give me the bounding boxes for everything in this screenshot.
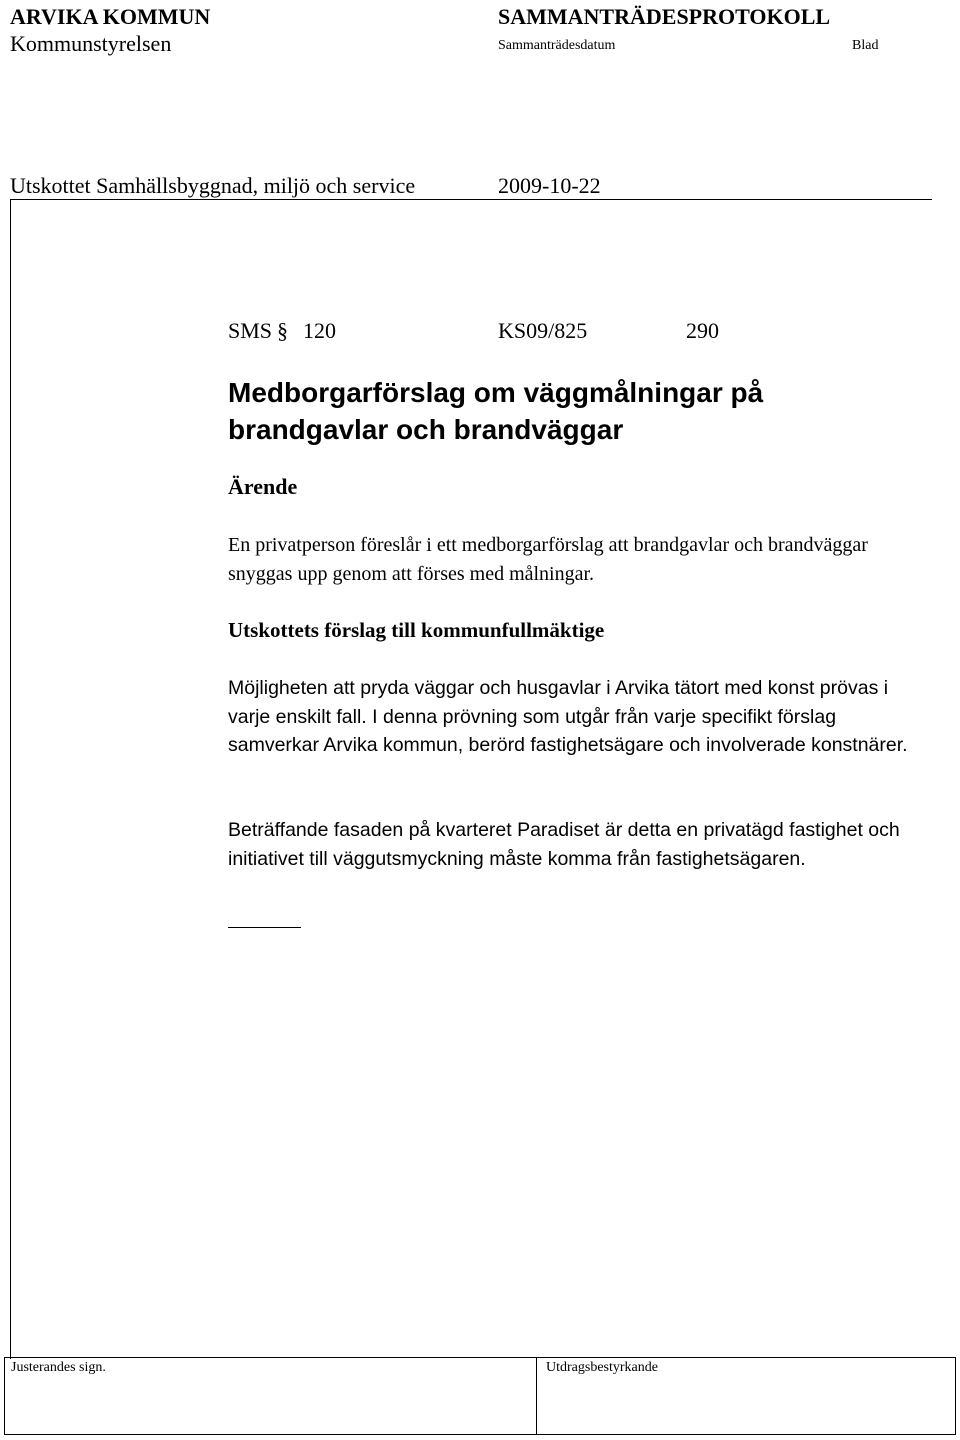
document-title: SAMMANTRÄDESPROTOKOLL bbox=[498, 4, 831, 29]
matter-heading: Ärende bbox=[228, 474, 298, 499]
case-number: 120 bbox=[303, 318, 336, 343]
proposal-heading: Utskottets förslag till kommunfullmäktige bbox=[228, 618, 605, 642]
header-rule bbox=[10, 199, 932, 200]
footer-divider bbox=[536, 1358, 537, 1434]
section-symbol: § bbox=[277, 318, 288, 343]
proposal-paragraph-2: Beträffande fasaden på kvarteret Paradiset är detta en privatägd fastighet och initiativet till väggutsmyckning måste komma från fastighetsägaren. bbox=[228, 819, 900, 870]
proposal-paragraph-1: Möjligheten att pryda väggar och husgavlar i Arvika tätort med konst prövas i varje enskilt fall. I denna prövning som utgår från varje specifikt förslag samverkar Arvika kommun, berörd fastighetsägare och involverade konstnärer. bbox=[228, 677, 908, 756]
meeting-date-label: Sammanträdesdatum bbox=[498, 38, 616, 53]
page-label: Blad bbox=[852, 38, 879, 53]
signature-box bbox=[4, 1357, 956, 1435]
case-page-ref: 290 bbox=[686, 318, 719, 343]
organization-name: ARVIKA KOMMUN bbox=[10, 4, 211, 29]
case-title: Medborgarförslag om väggmålningar på brandgavlar och brandväggar bbox=[228, 377, 764, 445]
board-name: Kommunstyrelsen bbox=[10, 31, 172, 56]
extract-label: Utdragsbestyrkande bbox=[546, 1360, 658, 1375]
case-reference: KS09/825 bbox=[498, 318, 588, 343]
margin-rule bbox=[10, 199, 11, 1359]
end-of-section-rule bbox=[228, 927, 301, 928]
meeting-date: 2009-10-22 bbox=[498, 173, 601, 198]
matter-text: En privatperson föreslår i ett medborgarförslag att brandgavlar och brandväggar snyggas upp genom att förses med målningar. bbox=[228, 534, 868, 585]
case-prefix: SMS bbox=[228, 318, 273, 343]
signature-label: Justerandes sign. bbox=[11, 1360, 106, 1375]
committee-name: Utskottet Samhällsbyggnad, miljö och service bbox=[10, 173, 416, 198]
